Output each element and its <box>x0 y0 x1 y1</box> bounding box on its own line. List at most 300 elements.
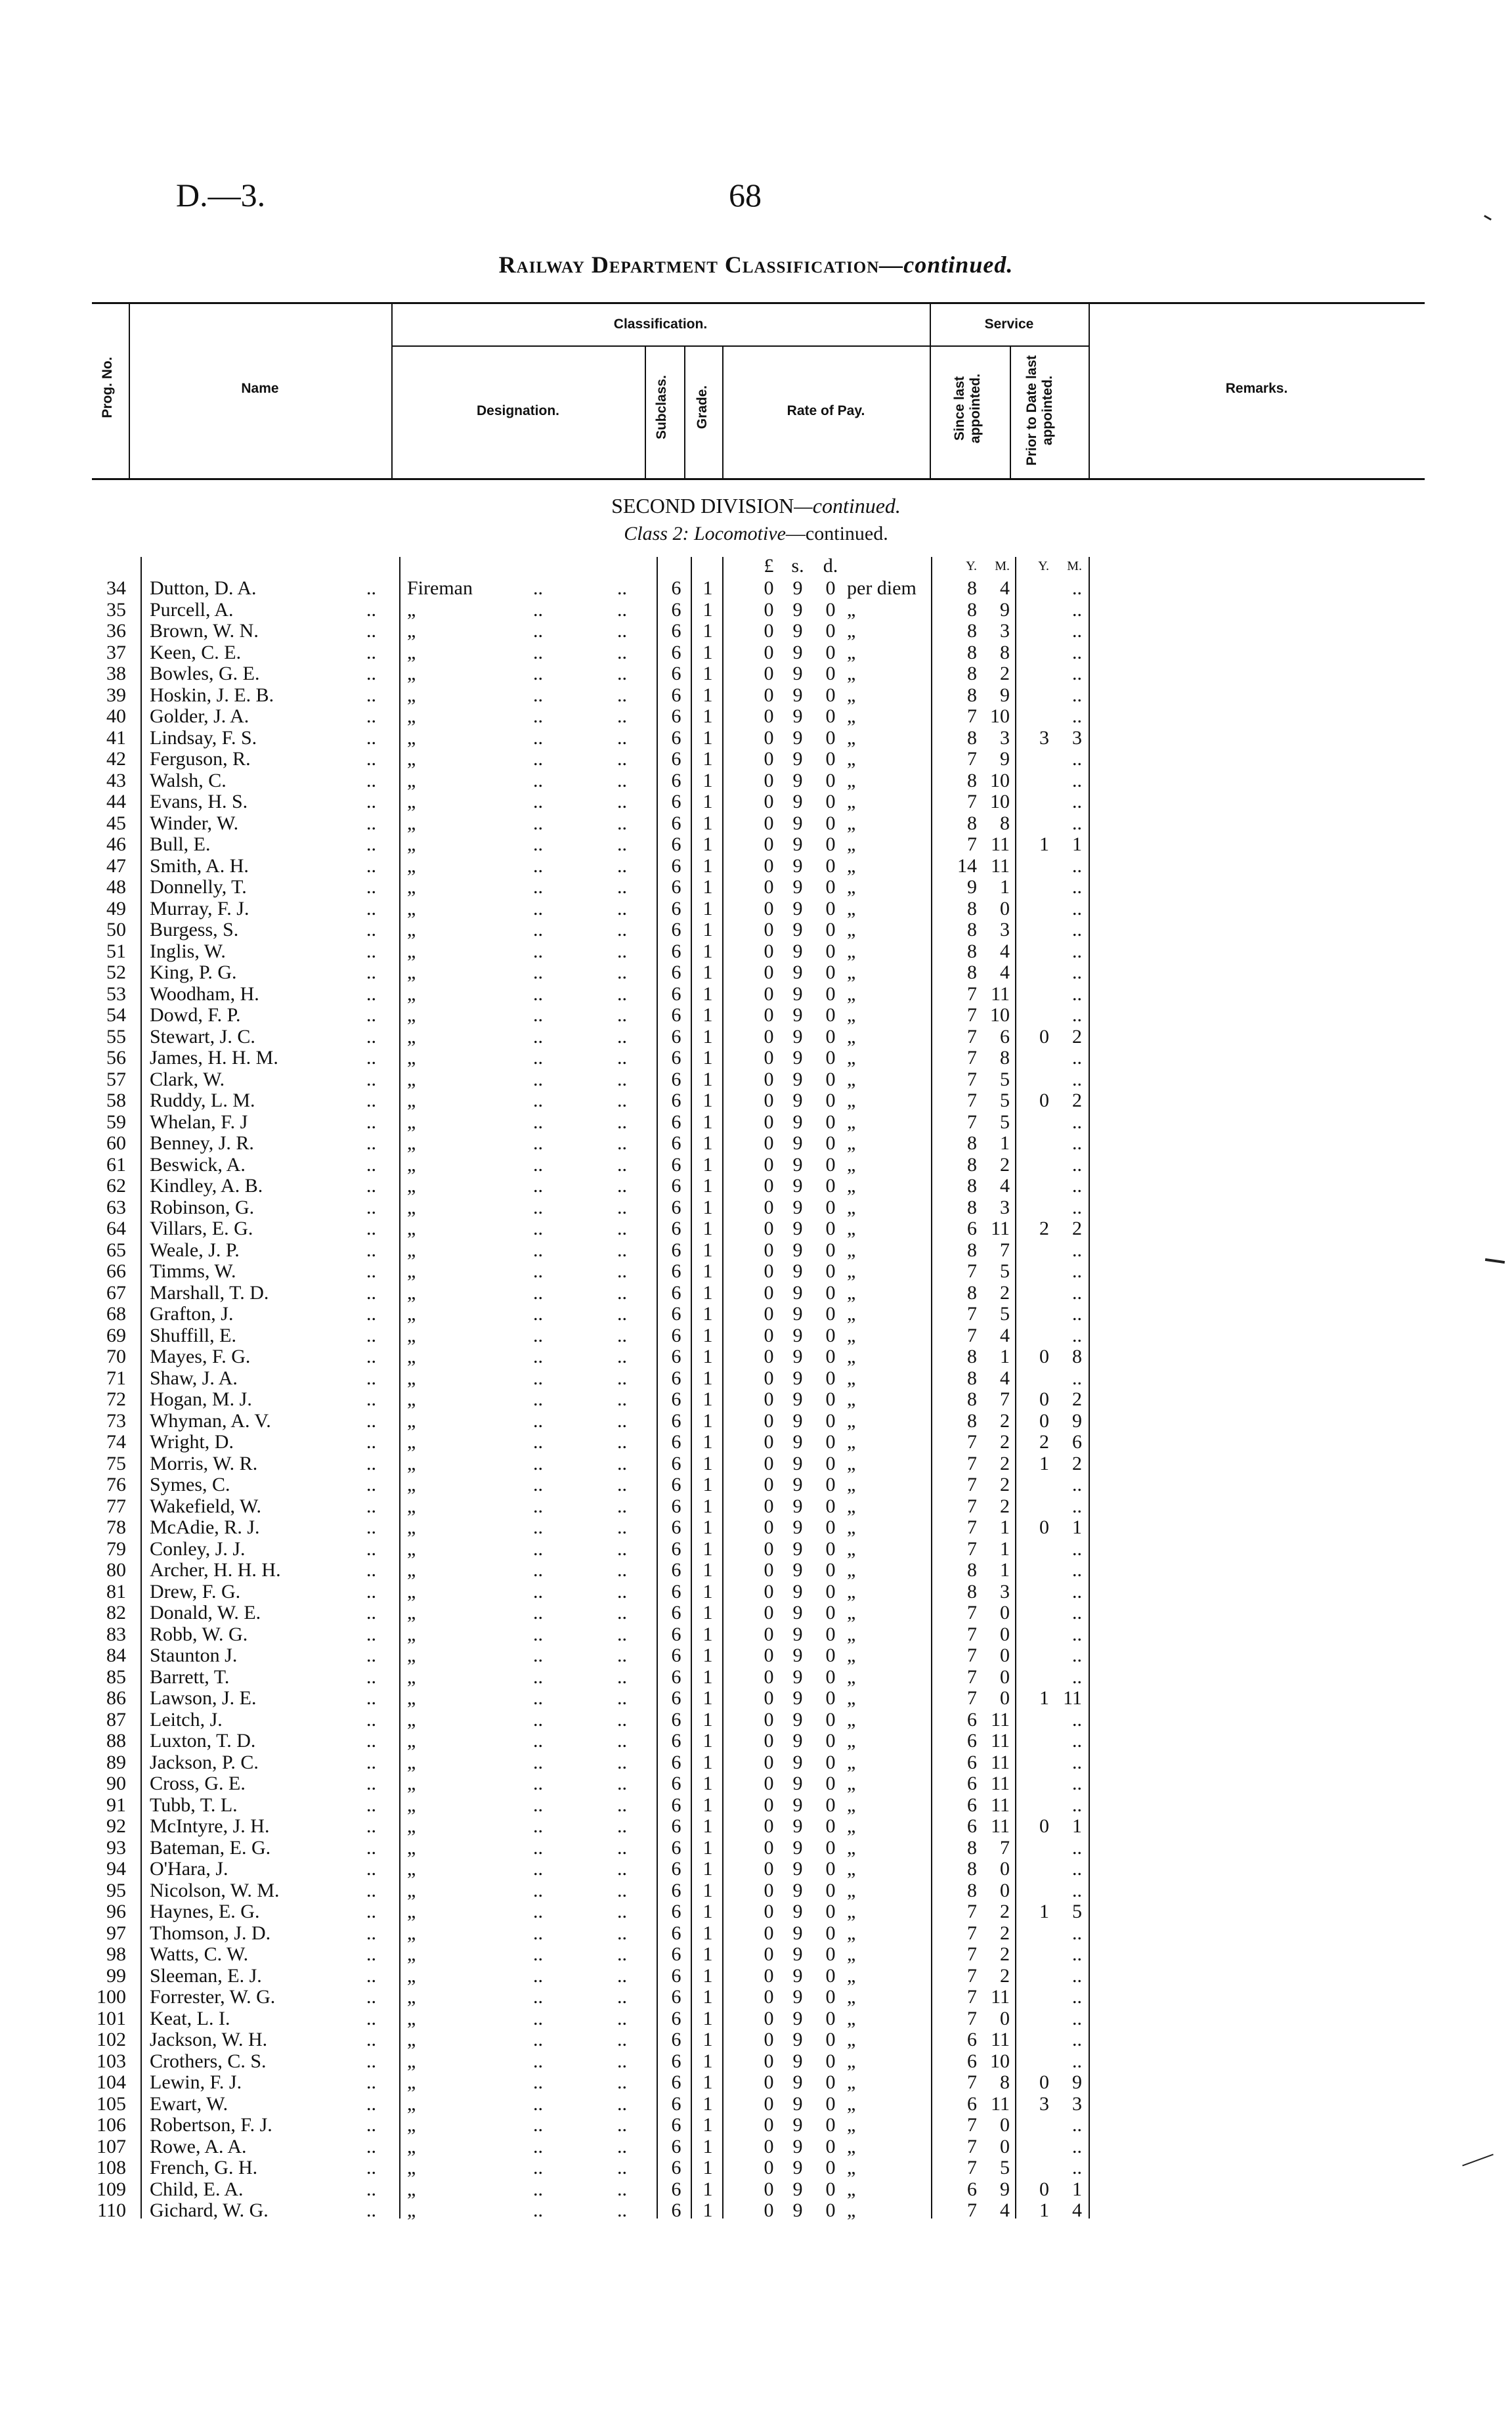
since-months-cell: 0 <box>1000 1623 1010 1645</box>
since-years-cell: 7 <box>967 1047 977 1069</box>
prog-no-cell: 91 <box>106 1794 126 1816</box>
pay-period-cell: „ <box>847 620 856 642</box>
leader-dots: .. <box>366 1794 376 1816</box>
table-row <box>0 1773 1512 1794</box>
prior-months-cell: .. <box>1072 812 1082 834</box>
subclass-cell: 6 <box>671 1858 681 1880</box>
designation-cell: „ <box>407 1111 416 1133</box>
pay-shillings-cell: 9 <box>792 1004 803 1026</box>
prior-years-cell: 0 <box>1039 2178 1049 2200</box>
name-cell: Sleeman, E. J. <box>150 1964 262 1987</box>
pay-pounds-cell: 0 <box>764 1644 774 1666</box>
grade-cell: 1 <box>702 1303 713 1325</box>
designation-cell: „ <box>407 1132 416 1154</box>
pay-pounds-cell: 0 <box>764 2050 774 2072</box>
leader-dots: .. <box>617 2157 627 2178</box>
leader-dots: .. <box>617 1815 627 1837</box>
designation-cell: „ <box>407 1025 416 1048</box>
leader-dots: .. <box>533 876 543 898</box>
prior-months-cell: .. <box>1072 1260 1082 1282</box>
prior-years-cell: 1 <box>1039 1687 1049 1709</box>
designation-cell: „ <box>407 2114 416 2136</box>
pay-shillings-cell: 9 <box>792 1773 803 1794</box>
pay-shillings-cell: 9 <box>792 1516 803 1538</box>
name-cell: Kindley, A. B. <box>150 1175 263 1197</box>
leader-dots: .. <box>533 1943 543 1965</box>
leader-dots: .. <box>533 598 543 621</box>
subclass-cell: 6 <box>671 1623 681 1645</box>
since-months-cell: 1 <box>1000 1559 1010 1581</box>
pay-pounds-cell: 0 <box>764 876 774 898</box>
pay-pounds-cell: 0 <box>764 1708 774 1731</box>
subclass-cell: 6 <box>671 577 681 599</box>
table-row <box>0 898 1512 919</box>
pay-period-cell: „ <box>847 1004 856 1026</box>
leader-dots: .. <box>533 1431 543 1453</box>
since-months-cell: 0 <box>1000 1666 1010 1688</box>
leader-dots: .. <box>366 1943 376 1965</box>
name-cell: Thomson, J. D. <box>150 1922 271 1944</box>
pay-shillings-cell: 9 <box>792 791 803 812</box>
header-prior-to-date: Prior to Date last appointed. <box>1024 355 1055 466</box>
leader-dots: .. <box>366 1495 376 1517</box>
pay-period-cell: „ <box>847 726 856 749</box>
prior-months-cell: 3 <box>1072 726 1082 749</box>
prog-no-cell: 73 <box>106 1409 126 1432</box>
pay-pounds-cell: 0 <box>764 1666 774 1688</box>
since-months-cell: 1 <box>1000 1516 1010 1538</box>
grade-cell: 1 <box>702 1879 713 1901</box>
leader-dots: .. <box>533 1730 543 1752</box>
since-years-cell: 7 <box>967 1431 977 1453</box>
grade-cell: 1 <box>702 1260 713 1282</box>
grade-cell: 1 <box>702 1794 713 1816</box>
subclass-cell: 6 <box>671 2199 681 2221</box>
name-cell: Dutton, D. A. <box>150 577 257 599</box>
leader-dots: .. <box>533 1218 543 1239</box>
header-bottom-rule <box>92 478 1425 480</box>
prior-months-cell: .. <box>1072 748 1082 770</box>
since-months-cell: 4 <box>1000 577 1010 599</box>
subclass-cell: 6 <box>671 1346 681 1367</box>
grade-cell: 1 <box>702 876 713 898</box>
leader-dots: .. <box>617 2029 627 2050</box>
since-years-cell: 7 <box>967 1922 977 1944</box>
subclass-cell: 6 <box>671 598 681 621</box>
since-months-cell: 2 <box>1000 1153 1010 1176</box>
name-cell: Smith, A. H. <box>150 854 249 877</box>
pay-period-cell: „ <box>847 1879 856 1901</box>
subclass-cell: 6 <box>671 1388 681 1410</box>
prog-no-cell: 68 <box>106 1303 126 1325</box>
table-row <box>0 1432 1512 1453</box>
designation-cell: „ <box>407 1559 416 1581</box>
name-cell: Weale, J. P. <box>150 1239 240 1261</box>
since-months-cell: 0 <box>1000 1858 1010 1880</box>
subclass-cell: 6 <box>671 1495 681 1517</box>
leader-dots: .. <box>533 1602 543 1623</box>
table-row <box>0 2179 1512 2200</box>
pay-pence-cell: 0 <box>825 684 836 706</box>
class-heading <box>0 523 1512 545</box>
prog-no-cell: 85 <box>106 1666 126 1688</box>
grade-cell: 1 <box>702 791 713 812</box>
leader-dots: .. <box>617 1281 627 1304</box>
prior-months-cell: 4 <box>1072 2199 1082 2221</box>
designation-cell: „ <box>407 1281 416 1304</box>
table-row <box>0 1539 1512 1560</box>
since-years-cell: 6 <box>967 2092 977 2115</box>
prog-no-cell: 65 <box>106 1239 126 1261</box>
designation-cell: „ <box>407 1794 416 1816</box>
pay-pence-cell: 0 <box>825 2050 836 2072</box>
table-row <box>0 1176 1512 1197</box>
pay-period-cell: „ <box>847 1901 856 1922</box>
pay-pence-cell: 0 <box>825 577 836 599</box>
leader-dots: .. <box>366 1090 376 1111</box>
pay-pence-cell: 0 <box>825 1239 836 1261</box>
pay-pounds-cell: 0 <box>764 2135 774 2157</box>
pay-shillings-cell: 9 <box>792 684 803 706</box>
since-months-cell: 0 <box>1000 1602 1010 1623</box>
leader-dots: .. <box>366 1580 376 1602</box>
pay-pounds-cell: 0 <box>764 1901 774 1922</box>
name-cell: Winder, W. <box>150 812 239 834</box>
unit-pound: £ <box>764 555 774 577</box>
pay-shillings-cell: 9 <box>792 854 803 877</box>
designation-cell: „ <box>407 1175 416 1197</box>
pay-pence-cell: 0 <box>825 1346 836 1367</box>
prior-months-cell: 1 <box>1072 1815 1082 1837</box>
pay-pounds-cell: 0 <box>764 1260 774 1282</box>
leader-dots: .. <box>366 1196 376 1218</box>
since-years-cell: 7 <box>967 1901 977 1922</box>
leader-dots: .. <box>617 1239 627 1261</box>
prog-no-cell: 53 <box>106 982 126 1005</box>
leader-dots: .. <box>533 1452 543 1474</box>
prog-no-cell: 49 <box>106 897 126 919</box>
grade-cell: 1 <box>702 897 713 919</box>
leader-dots: .. <box>533 769 543 791</box>
table-row <box>0 1133 1512 1154</box>
name-cell: Child, E. A. <box>150 2178 244 2200</box>
pay-pounds-cell: 0 <box>764 2007 774 2029</box>
leader-dots: .. <box>366 2007 376 2029</box>
leader-dots: .. <box>533 833 543 855</box>
name-cell: Donnelly, T. <box>150 876 247 898</box>
pay-pence-cell: 0 <box>825 919 836 940</box>
pay-pence-cell: 0 <box>825 2135 836 2157</box>
since-years-cell: 8 <box>967 1367 977 1389</box>
leader-dots: .. <box>366 641 376 663</box>
pay-shillings-cell: 9 <box>792 1111 803 1133</box>
leader-dots: .. <box>617 2178 627 2200</box>
name-cell: Hoskin, J. E. B. <box>150 684 274 706</box>
since-years-cell: 8 <box>967 1409 977 1432</box>
grade-cell: 1 <box>702 1068 713 1090</box>
pay-pounds-cell: 0 <box>764 705 774 727</box>
designation-cell: „ <box>407 598 416 621</box>
prior-months-cell: .. <box>1072 1281 1082 1304</box>
prior-months-cell: 6 <box>1072 1431 1082 1453</box>
pay-pounds-cell: 0 <box>764 641 774 663</box>
pay-pence-cell: 0 <box>825 1773 836 1794</box>
leader-dots: .. <box>617 620 627 642</box>
pay-pence-cell: 0 <box>825 940 836 962</box>
pay-shillings-cell: 9 <box>792 1281 803 1304</box>
pay-period-cell: „ <box>847 1943 856 1965</box>
prior-months-cell: .. <box>1072 1644 1082 1666</box>
table-row <box>0 1112 1512 1133</box>
pay-pounds-cell: 0 <box>764 1239 774 1261</box>
prog-no-cell: 103 <box>97 2050 126 2072</box>
table-row <box>0 1901 1512 1922</box>
subclass-cell: 6 <box>671 791 681 812</box>
pay-pounds-cell: 0 <box>764 1879 774 1901</box>
prior-months-cell: 1 <box>1072 1516 1082 1538</box>
pay-pence-cell: 0 <box>825 641 836 663</box>
since-years-cell: 8 <box>967 769 977 791</box>
table-row <box>0 1048 1512 1069</box>
header-designation: Designation. <box>476 403 559 418</box>
grade-cell: 1 <box>702 1537 713 1560</box>
prior-months-cell: .. <box>1072 684 1082 706</box>
leader-dots: .. <box>366 897 376 919</box>
leader-dots: .. <box>617 1858 627 1880</box>
pay-pence-cell: 0 <box>825 1474 836 1495</box>
designation-cell: „ <box>407 1196 416 1218</box>
subclass-cell: 6 <box>671 1794 681 1816</box>
leader-dots: .. <box>366 1004 376 1026</box>
pay-shillings-cell: 9 <box>792 833 803 855</box>
table-row <box>0 1859 1512 1880</box>
grade-cell: 1 <box>702 620 713 642</box>
leader-dots: .. <box>533 748 543 770</box>
grade-cell: 1 <box>702 854 713 877</box>
table-row <box>0 1838 1512 1859</box>
leader-dots: .. <box>617 1495 627 1517</box>
since-months-cell: 11 <box>991 1730 1010 1752</box>
since-months-cell: 5 <box>1000 1260 1010 1282</box>
pay-pounds-cell: 0 <box>764 1281 774 1304</box>
designation-cell: „ <box>407 791 416 812</box>
table-row <box>0 1880 1512 1901</box>
since-months-cell: 3 <box>1000 620 1010 642</box>
pay-period-cell: „ <box>847 1986 856 2008</box>
subclass-cell: 6 <box>671 897 681 919</box>
name-cell: Bull, E. <box>150 833 211 855</box>
designation-cell: „ <box>407 705 416 727</box>
since-months-cell: 11 <box>991 854 1010 877</box>
pay-pence-cell: 0 <box>825 1943 836 1965</box>
pay-pounds-cell: 0 <box>764 1836 774 1859</box>
pay-pence-cell: 0 <box>825 2178 836 2200</box>
leader-dots: .. <box>366 1474 376 1495</box>
since-years-cell: 7 <box>967 1537 977 1560</box>
designation-cell: „ <box>407 2071 416 2093</box>
name-cell: Benney, J. R. <box>150 1132 254 1154</box>
prior-months-cell: .. <box>1072 876 1082 898</box>
prior-months-cell: .. <box>1072 1602 1082 1623</box>
leader-dots: .. <box>533 1687 543 1709</box>
pay-shillings-cell: 9 <box>792 1196 803 1218</box>
leader-dots: .. <box>533 2071 543 2093</box>
since-years-cell: 7 <box>967 1623 977 1645</box>
table-row <box>0 1731 1512 1752</box>
pay-period-cell: „ <box>847 1964 856 1987</box>
pay-pence-cell: 0 <box>825 1260 836 1282</box>
prior-years-cell: 0 <box>1039 1025 1049 1048</box>
pay-pence-cell: 0 <box>825 598 836 621</box>
pay-pounds-cell: 0 <box>764 791 774 812</box>
designation-cell: „ <box>407 1474 416 1495</box>
pay-pounds-cell: 0 <box>764 812 774 834</box>
prog-no-cell: 88 <box>106 1730 126 1752</box>
unit-month-prior: M. <box>1067 559 1082 573</box>
pay-period-cell: „ <box>847 1388 856 1410</box>
grade-cell: 1 <box>702 1281 713 1304</box>
subclass-cell: 6 <box>671 1004 681 1026</box>
subclass-cell: 6 <box>671 961 681 983</box>
designation-cell: „ <box>407 1644 416 1666</box>
leader-dots: .. <box>617 2114 627 2136</box>
name-cell: Whelan, F. J <box>150 1111 248 1133</box>
since-years-cell: 7 <box>967 1452 977 1474</box>
prior-years-cell: 1 <box>1039 2199 1049 2221</box>
name-cell: Shaw, J. A. <box>150 1367 238 1389</box>
prior-months-cell: .. <box>1072 2114 1082 2136</box>
leader-dots: .. <box>617 1260 627 1282</box>
pay-pence-cell: 0 <box>825 2114 836 2136</box>
pay-pounds-cell: 0 <box>764 1537 774 1560</box>
pay-pounds-cell: 0 <box>764 1943 774 1965</box>
designation-cell: „ <box>407 641 416 663</box>
prog-no-cell: 48 <box>106 876 126 898</box>
leader-dots: .. <box>533 726 543 749</box>
since-years-cell: 8 <box>967 812 977 834</box>
prior-months-cell: .. <box>1072 1239 1082 1261</box>
since-months-cell: 4 <box>1000 961 1010 983</box>
header-since-last-appointed: Since last appointed. <box>952 373 983 444</box>
pay-pounds-cell: 0 <box>764 769 774 791</box>
grade-cell: 1 <box>702 1815 713 1837</box>
table-row <box>0 2157 1512 2178</box>
subclass-cell: 6 <box>671 1324 681 1346</box>
leader-dots: .. <box>533 2157 543 2178</box>
table-row <box>0 1197 1512 1218</box>
leader-dots: .. <box>366 2157 376 2178</box>
designation-cell: „ <box>407 1004 416 1026</box>
pay-pence-cell: 0 <box>825 1644 836 1666</box>
pay-pounds-cell: 0 <box>764 1858 774 1880</box>
name-cell: Leitch, J. <box>150 1708 223 1731</box>
pay-shillings-cell: 9 <box>792 1431 803 1453</box>
leader-dots: .. <box>617 1708 627 1731</box>
since-months-cell: 1 <box>1000 1132 1010 1154</box>
pay-pence-cell: 0 <box>825 1559 836 1581</box>
since-years-cell: 7 <box>967 1687 977 1709</box>
since-years-cell: 7 <box>967 791 977 812</box>
since-months-cell: 2 <box>1000 1964 1010 1987</box>
leader-dots: .. <box>533 919 543 940</box>
leader-dots: .. <box>617 1175 627 1197</box>
since-months-cell: 2 <box>1000 1431 1010 1453</box>
grade-cell: 1 <box>702 2178 713 2200</box>
document-reference: D.—3. <box>176 177 266 213</box>
leader-dots: .. <box>617 2092 627 2115</box>
pay-pounds-cell: 0 <box>764 1068 774 1090</box>
subclass-cell: 6 <box>671 620 681 642</box>
pay-period-cell: „ <box>847 961 856 983</box>
subclass-cell: 6 <box>671 833 681 855</box>
prior-years-cell: 0 <box>1039 1815 1049 1837</box>
since-months-cell: 5 <box>1000 1068 1010 1090</box>
prog-no-cell: 92 <box>106 1815 126 1837</box>
leader-dots: .. <box>366 577 376 599</box>
pay-pence-cell: 0 <box>825 1452 836 1474</box>
designation-cell: „ <box>407 2029 416 2050</box>
pay-pence-cell: 0 <box>825 982 836 1005</box>
pay-shillings-cell: 9 <box>792 1346 803 1367</box>
pay-pounds-cell: 0 <box>764 961 774 983</box>
prior-months-cell: .. <box>1072 577 1082 599</box>
name-cell: Forrester, W. G. <box>150 1986 276 2008</box>
pay-pence-cell: 0 <box>825 1602 836 1623</box>
prior-months-cell: 8 <box>1072 1346 1082 1367</box>
leader-dots: .. <box>617 1623 627 1645</box>
prior-years-cell: 0 <box>1039 1090 1049 1111</box>
subclass-cell: 6 <box>671 1943 681 1965</box>
since-years-cell: 9 <box>967 876 977 898</box>
grade-cell: 1 <box>702 1666 713 1688</box>
since-months-cell: 3 <box>1000 919 1010 940</box>
designation-cell: „ <box>407 2092 416 2115</box>
leader-dots: .. <box>366 1644 376 1666</box>
pay-pence-cell: 0 <box>825 2029 836 2050</box>
grade-cell: 1 <box>702 1431 713 1453</box>
prior-months-cell: .. <box>1072 1623 1082 1645</box>
prior-months-cell: .. <box>1072 1004 1082 1026</box>
prog-no-cell: 108 <box>97 2157 126 2178</box>
pay-period-cell: „ <box>847 1580 856 1602</box>
subclass-cell: 6 <box>671 1090 681 1111</box>
since-months-cell: 2 <box>1000 663 1010 684</box>
leader-dots: .. <box>617 577 627 599</box>
header-rate-of-pay: Rate of Pay. <box>787 403 865 418</box>
pay-pence-cell: 0 <box>825 1025 836 1048</box>
table-row <box>0 621 1512 642</box>
designation-cell: „ <box>407 1773 416 1794</box>
leader-dots: .. <box>366 812 376 834</box>
since-months-cell: 7 <box>1000 1836 1010 1859</box>
pay-pence-cell: 0 <box>825 1986 836 2008</box>
name-cell: Inglis, W. <box>150 940 226 962</box>
since-years-cell: 7 <box>967 2071 977 2093</box>
name-cell: Lindsay, F. S. <box>150 726 257 749</box>
prior-months-cell: .. <box>1072 1196 1082 1218</box>
leader-dots: .. <box>366 1025 376 1048</box>
subclass-cell: 6 <box>671 1644 681 1666</box>
leader-dots: .. <box>366 2050 376 2072</box>
leader-dots: .. <box>617 2007 627 2029</box>
name-cell: Beswick, A. <box>150 1153 246 1176</box>
subclass-cell: 6 <box>671 663 681 684</box>
leader-dots: .. <box>533 1132 543 1154</box>
name-cell: Cross, G. E. <box>150 1773 246 1794</box>
pay-pounds-cell: 0 <box>764 1964 774 1987</box>
since-months-cell: 10 <box>990 705 1010 727</box>
pay-shillings-cell: 9 <box>792 2050 803 2072</box>
